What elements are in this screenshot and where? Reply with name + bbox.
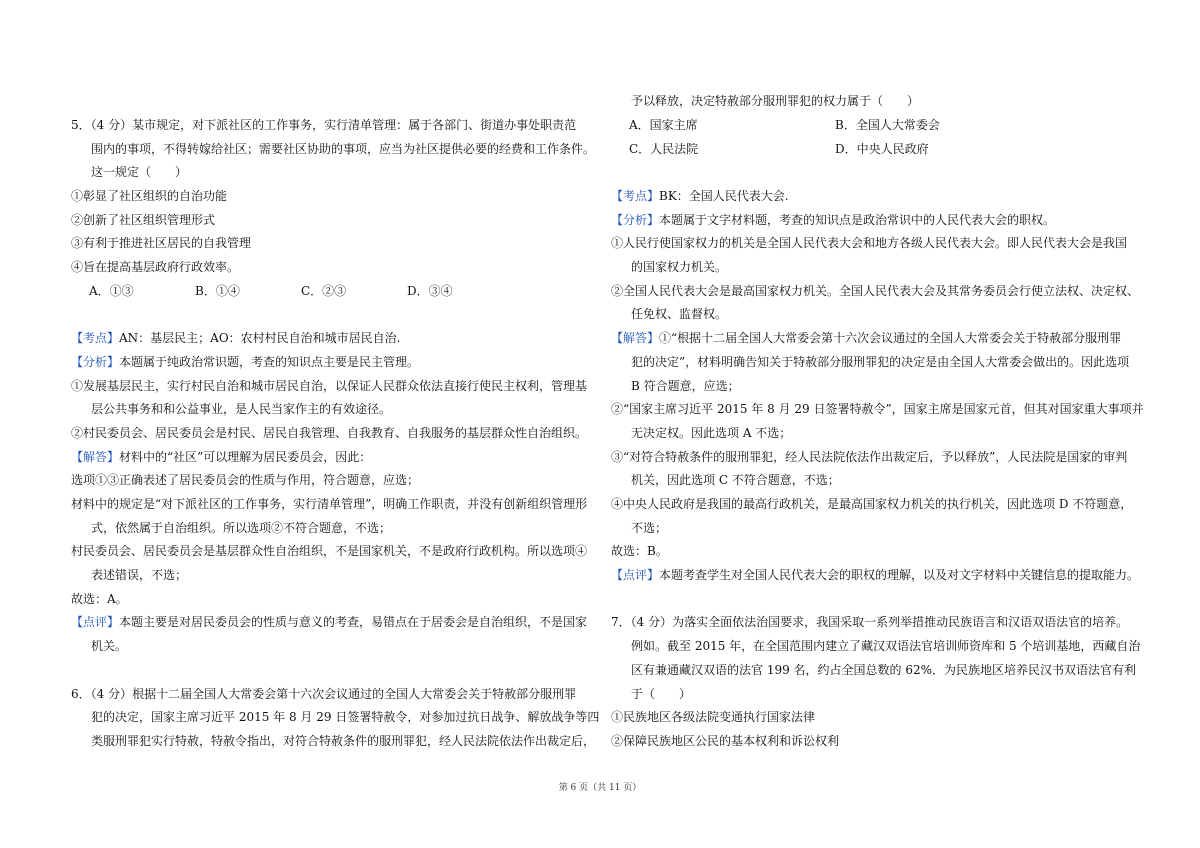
q6-options-row <box>629 114 1041 138</box>
dianping-text: 本题考查学生对全国人民代表大会的职权的理解，以及对文字材料中关键信息的提取能力。 <box>659 568 1140 582</box>
q5-dianping-line: 机关。 <box>91 639 128 653</box>
q5-jieda <box>71 446 371 470</box>
fenxi-tag: 【分析】 <box>71 355 120 369</box>
q5-fenxi-line: ①发展基层民主，实行村民自治和城市居民自治，以保证人民群众依法直接行使民主权利，管理基 <box>71 379 588 393</box>
q6-jieda-line: 机关，因此选项 C 不符合题意，不选； <box>631 473 840 487</box>
q6-jieda-line: 无决定权。因此选项 A 不选； <box>631 426 792 440</box>
q5-jieda-line: 材料中的规定是“对下派社区的工作事务，实行清单管理”，明确工作职责，并没有创新组织管理形 <box>71 497 588 511</box>
fenxi-text: 本题属于文字材料题，考查的知识点是政治常识中的人民代表大会的职权。 <box>659 213 1056 227</box>
q6-option-c: C．人民法院 <box>629 142 699 156</box>
q5-option-c: C．②③ <box>301 284 347 298</box>
q6-jieda-line: ④中央人民政府是我国的最高行政机关，是最高国家权力机关的执行机关，因此选项 D 不符题意， <box>611 497 1133 511</box>
q6-answer: 故选：B。 <box>611 544 668 558</box>
q5-jieda-line: 选项①③正确表述了居民委员会的性质与作用，符合题意，应选； <box>71 473 420 487</box>
q5-stem-line: 围内的事项，不得转嫁给社区；需要社区协助的事项，应当为社区提供必要的经费和工作条件。 <box>91 142 596 156</box>
q6-fenxi-line: ①人民行使国家权力的机关是全国人民代表大会和地方各级人民代表大会。即人民代表大会是我国 <box>611 236 1128 250</box>
kaodian-tag: 【考点】 <box>611 189 660 203</box>
q7-stem-line: 于（ ） <box>631 687 692 701</box>
page-footer: 第 6 页（共 11 页） <box>558 783 642 793</box>
q5-stem-line: 这一规定（ ） <box>91 165 188 179</box>
q7-statement: ①民族地区各级法院变通执行国家法律 <box>611 710 816 724</box>
q6-stem-line: 6．（4 分）根据十二届全国人大常委会第十六次会议通过的全国人大常委会关于特赦部分服刑罪 <box>71 687 577 701</box>
q7-stem-line: 例如。截至 2015 年，在全国范围内建立了藏汉双语法官培训师资库和 5 个培训基地，西藏自治 <box>631 639 1141 653</box>
q5-option-d: D．③④ <box>407 284 453 298</box>
kaodian-text: BK：全国人民代表大会. <box>659 189 789 203</box>
q6-option-b: B．全国人大常委会 <box>835 118 940 132</box>
q5-option-a: A．①③ <box>89 284 134 298</box>
q6-jieda-line: ③“对符合特赦条件的服刑罪犯，经人民法院依法作出裁定后，予以释放”，人民法院是国家的审判 <box>611 450 1128 464</box>
q5-fenxi-line: 层公共事务和和公益事业，是人民当家作主的有效途径。 <box>91 402 392 416</box>
q5-jieda-line: 村民委员会、居民委员会是基层群众性自治组织，不是国家机关，不是政府行政机构。所以选项④ <box>71 544 588 558</box>
q5-fenxi <box>71 351 419 375</box>
q6-jieda-line: ②“国家主席习近平 2015 年 8 月 29 日签署特赦令”，国家主席是国家元首，但其对国家重大事项并 <box>611 402 1144 416</box>
q6-fenxi-line: 任免权、监督权。 <box>631 307 728 321</box>
q6-stem-cont: 予以释放，决定特赦部分服刑罪犯的权力属于（ ） <box>631 94 920 108</box>
jieda-text: 材料中的“社区”可以理解为居民委员会，因此： <box>119 450 372 464</box>
q5-dianping <box>71 611 587 635</box>
q5-kaodian <box>71 327 401 351</box>
dianping-tag: 【点评】 <box>611 568 660 582</box>
q5-statement: ①彰显了社区组织的自治功能 <box>71 189 228 203</box>
kaodian-text: AN：基层民主；AO：农村村民自治和城市居民自治. <box>119 331 401 345</box>
q6-fenxi-line: 的国家权力机关。 <box>631 260 728 274</box>
q6-option-d: D．中央人民政府 <box>835 142 929 156</box>
q5-option-b: B．①④ <box>195 284 240 298</box>
fenxi-tag: 【分析】 <box>611 213 660 227</box>
q6-kaodian <box>611 185 789 209</box>
q6-dianping <box>611 564 1139 588</box>
q5-answer: 故选：A。 <box>71 592 128 606</box>
q5-statement: ③有利于推进社区居民的自我管理 <box>71 236 252 250</box>
q5-options <box>89 280 513 304</box>
dianping-text: 本题主要是对居民委员会的性质与意义的考查，易错点在于居委会是自治组织，不是国家 <box>119 615 588 629</box>
q5-jieda-line: 式，依然属于自治组织。所以选项②不符合题意，不选； <box>91 521 392 535</box>
jieda-text: ①“根据十二届全国人大常委会第十六次会议通过的全国人大常委会关于特赦部分服刑罪 <box>659 331 1122 345</box>
q6-options-row <box>629 138 1041 162</box>
q5-stem-line: 5．（4 分）某市规定，对下派社区的工作事务，实行清单管理：属于各部门、街道办事处职责范 <box>71 118 577 132</box>
jieda-tag: 【解答】 <box>611 331 660 345</box>
q6-jieda-line: 犯的决定”，材料明确告知关于特赦部分服刑罪犯的决定是由全国人大常委会做出的。因此选项 <box>631 355 1130 369</box>
q5-statement: ②创新了社区组织管理形式 <box>71 213 216 227</box>
kaodian-tag: 【考点】 <box>71 331 120 345</box>
q5-fenxi-line: ②村民委员会、居民委员会是村民、居民自我管理、自我教育、自我服务的基层群众性自治组织。 <box>71 426 588 440</box>
jieda-tag: 【解答】 <box>71 450 120 464</box>
q6-fenxi-line: ②全国人民代表大会是最高国家权力机关。全国人民代表大会及其常务委员会行使立法权、决定权、 <box>611 284 1140 298</box>
q5-jieda-line: 表述错误，不选； <box>91 568 188 582</box>
q6-option-a: A．国家主席 <box>629 118 698 132</box>
dianping-tag: 【点评】 <box>71 615 120 629</box>
q6-stem-line: 类服刑罪犯实行特赦，特赦令指出，对符合特赦条件的服刑罪犯，经人民法院依法作出裁定后， <box>91 734 596 748</box>
q6-jieda-line: B 符合题意，应选； <box>631 379 740 393</box>
q6-fenxi <box>611 209 1055 233</box>
q5-statement: ④旨在提高基层政府行政效率。 <box>71 260 240 274</box>
q7-stem-line: 区有兼通藏汉双语的法官 199 名，约占全国总数的 62%．为民族地区培养民汉书双语法官有利 <box>631 663 1137 677</box>
q6-jieda <box>611 327 1121 351</box>
q7-stem-line: 7．（4 分）为落实全面依法治国要求，我国采取一系列举措推动民族语言和汉语双语法官的培养。 <box>611 615 1129 629</box>
q6-jieda-line: 不选； <box>631 521 668 535</box>
q6-stem-line: 犯的决定，国家主席习近平 2015 年 8 月 29 日签署特赦令，对参加过抗日战争、解放战争等四 <box>91 710 600 724</box>
fenxi-text: 本题属于纯政治常识题，考查的知识点主要是民主管理。 <box>119 355 420 369</box>
q7-statement: ②保障民族地区公民的基本权利和诉讼权利 <box>611 734 840 748</box>
